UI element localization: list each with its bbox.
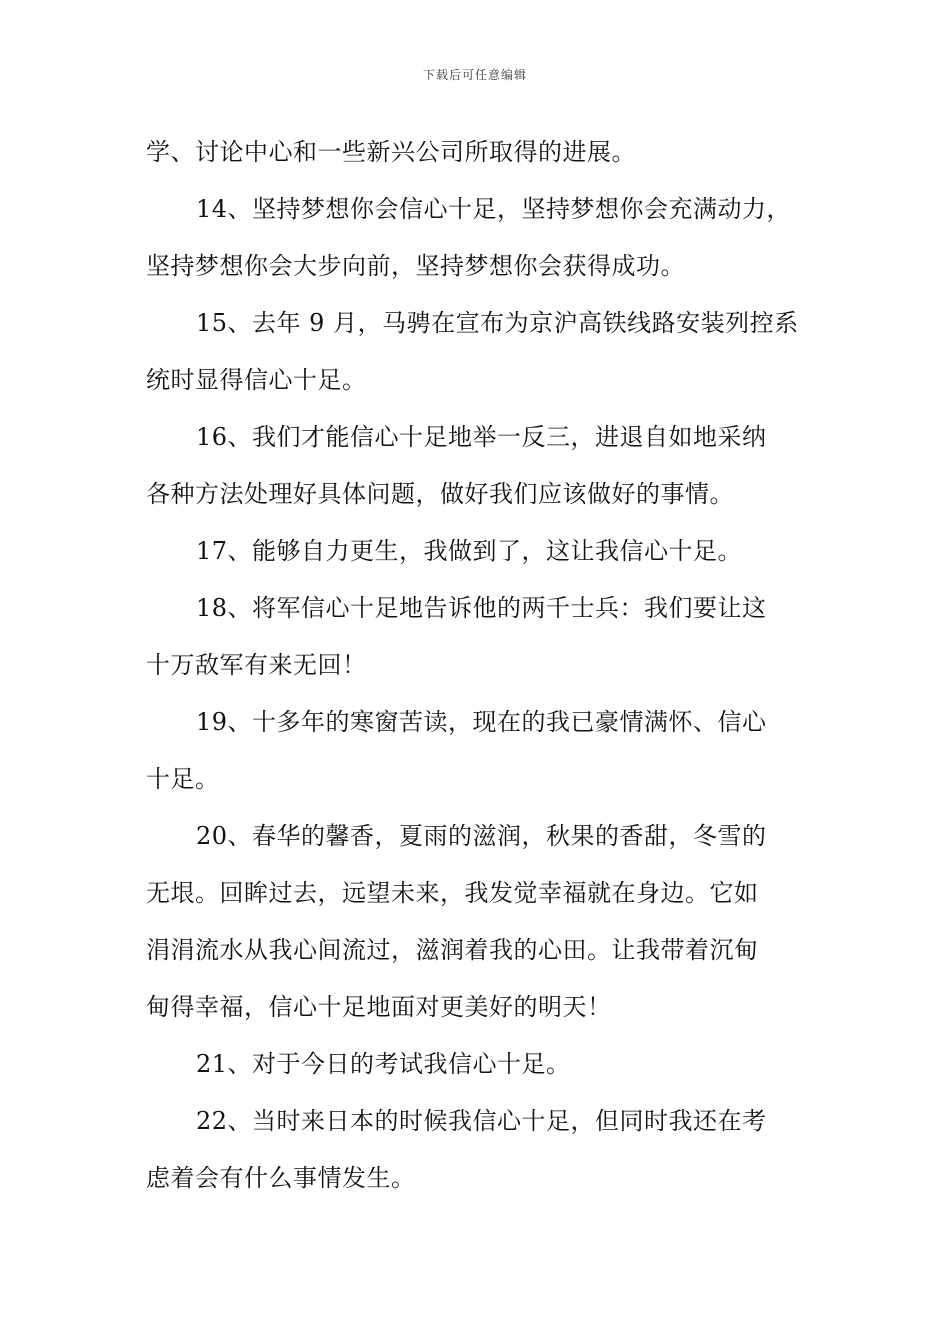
text-line: 学、讨论中心和一些新兴公司所取得的进展。 (146, 138, 636, 166)
text-line: 15、去年 9 月，马骋在宣布为京沪高铁线路安装列控系 (196, 309, 799, 337)
text-line: 18、将军信心十足地告诉他的两千士兵：我们要让这 (196, 594, 767, 622)
text-line: 虑着会有什么事情发生。 (146, 1164, 416, 1192)
text-line: 20、春华的馨香，夏雨的滋润，秋果的香甜，冬雪的 (196, 822, 767, 850)
text-line: 涓涓流水从我心间流过，滋润着我的心田。让我带着沉甸 (146, 936, 759, 964)
paragraph (146, 181, 814, 295)
paragraph (146, 580, 814, 694)
document-body (146, 124, 814, 1207)
page-header-note: 下载后可任意编辑 (422, 68, 527, 82)
text-line: 14、坚持梦想你会信心十足，坚持梦想你会充满动力， (196, 195, 792, 223)
text-line: 坚持梦想你会大步向前，坚持梦想你会获得成功。 (146, 252, 685, 280)
text-line: 甸得幸福，信心十足地面对更美好的明天！ (146, 993, 612, 1021)
text-line: 21、对于今日的考试我信心十足。 (196, 1050, 571, 1078)
paragraph (146, 523, 814, 580)
text-line: 各种方法处理好具体问题，做好我们应该做好的事情。 (146, 480, 734, 508)
text-line: 22、当时来日本的时候我信心十足，但同时我还在考 (196, 1107, 767, 1135)
text-line: 十足。 (146, 765, 220, 793)
paragraph (146, 1093, 814, 1207)
text-line: 16、我们才能信心十足地举一反三，进退自如地采纳 (196, 423, 767, 451)
paragraph (146, 694, 814, 808)
paragraph (146, 409, 814, 523)
text-line: 17、能够自力更生，我做到了，这让我信心十足。 (196, 537, 743, 565)
paragraph (146, 808, 814, 1036)
paragraph (146, 1036, 814, 1093)
paragraph (146, 295, 814, 409)
text-line: 十万敌军有来无回！ (146, 651, 367, 679)
text-line: 19、十多年的寒窗苦读，现在的我已豪情满怀、信心 (196, 708, 767, 736)
text-line: 统时显得信心十足。 (146, 366, 367, 394)
text-line: 无垠。回眸过去，远望未来，我发觉幸福就在身边。它如 (146, 879, 759, 907)
paragraph (146, 124, 814, 181)
